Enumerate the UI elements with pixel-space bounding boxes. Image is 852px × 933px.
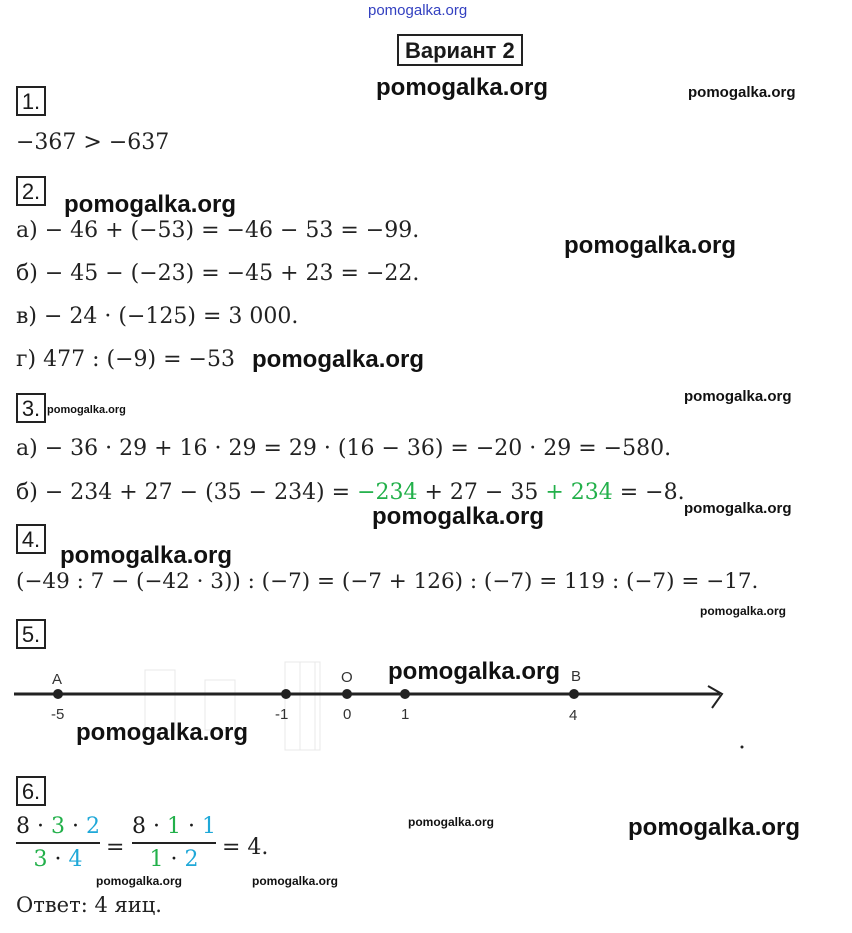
label-a-value: -5 (51, 706, 65, 723)
label-1-value: 1 (401, 706, 410, 723)
den-1: 1 (149, 847, 164, 872)
task-3-a: а) − 36 · 29 + 16 · 29 = 29 · (16 − 36) = −20 · 29 = −580. (16, 436, 672, 461)
watermark: pomogalka.org (252, 346, 425, 373)
watermark: pomogalka.org (47, 404, 126, 416)
watermark: pomogalka.org (76, 719, 249, 746)
task-2-a: а) − 46 + (−53) = −46 − 53 = −99. (16, 218, 420, 243)
answer: Ответ: 4 яиц. (16, 893, 162, 917)
point-o (342, 689, 352, 699)
fraction-1 (16, 814, 100, 872)
watermark: pomogalka.org (64, 191, 237, 218)
axis-arrow (708, 686, 722, 708)
den-2: 2 (184, 847, 199, 872)
watermark: pomogalka.org (408, 815, 495, 829)
task-4-number: 4. (16, 524, 46, 554)
fraction-1-denominator: 3 · 4 (33, 847, 83, 872)
num-3: 3 (51, 814, 65, 839)
watermark: pomogalka.org (700, 604, 787, 618)
task-1-line: −367 > −637 (16, 130, 170, 155)
watermark: pomogalka.org (684, 388, 792, 405)
watermark: pomogalka.org (388, 658, 561, 685)
point-b (569, 689, 579, 699)
task-3-b-part2: + 27 − 35 (417, 480, 546, 505)
task-2-v: в) − 24 · (−125) = 3 000. (16, 304, 299, 329)
label-b-letter: B (571, 668, 582, 685)
fraction-1-numerator: 8 · 3 · 2 (16, 814, 100, 839)
watermark: pomogalka.org (564, 232, 737, 259)
num-2: 2 (85, 814, 100, 839)
watermark: pomogalka.org (376, 74, 549, 101)
equals-sign: = (106, 835, 125, 860)
page-title: Вариант 2 (397, 34, 523, 66)
task-3-b (16, 480, 685, 505)
task-2-g: г) 477 : (−9) = −53 (16, 347, 235, 372)
fraction-1-bar (16, 842, 100, 844)
result: = 4. (222, 835, 269, 860)
task-3-b-part3: = −8. (612, 480, 685, 505)
watermark: pomogalka.org (96, 874, 183, 888)
watermark: pomogalka.org (684, 500, 792, 517)
task-2-number: 2. (16, 176, 46, 206)
task-2-b: б) − 45 − (−23) = −45 + 23 = −22. (16, 261, 420, 286)
task-3-b-green2: + 234 (545, 480, 613, 505)
num-8: 8 (16, 814, 31, 839)
fraction-2-denominator: 1 · 2 (149, 847, 199, 872)
point-minus-1 (281, 689, 291, 699)
label-o-value: 0 (343, 706, 352, 723)
task-1-number: 1. (16, 86, 46, 116)
task-3-b-part1: б) − 234 + 27 − (35 − 234) = (16, 480, 358, 505)
task-4-line: (−49 : 7 − (−42 · 3)) : (−7) = (−7 + 126) : (−7) = 119 : (−7) = −17. (16, 569, 759, 594)
den-4: 4 (68, 847, 83, 872)
watermark: pomogalka.org (372, 503, 545, 530)
point-1 (400, 689, 410, 699)
watermark: pomogalka.org (688, 84, 796, 101)
label-minus-1-value: -1 (275, 706, 289, 723)
num-1: 1 (167, 814, 181, 839)
stray-dot (741, 746, 744, 749)
fraction-2-bar (132, 842, 216, 844)
num-8: 8 (132, 814, 147, 839)
task-3-b-green1: −234 (357, 480, 418, 505)
watermark: pomogalka.org (628, 814, 801, 841)
den-3: 3 (33, 847, 48, 872)
fraction-2 (132, 814, 216, 872)
fraction-2-numerator: 8 · 1 · 1 (132, 814, 216, 839)
label-b-value: 4 (569, 707, 578, 724)
task-6-number: 6. (16, 776, 46, 806)
watermark-top: pomogalka.org (368, 2, 468, 19)
point-a (53, 689, 63, 699)
num-1: 1 (201, 814, 216, 839)
task-3-number: 3. (16, 393, 46, 423)
task-5-number: 5. (16, 619, 46, 649)
label-a-letter: A (52, 671, 63, 688)
watermark: pomogalka.org (60, 542, 233, 569)
label-o-letter: O (341, 669, 353, 686)
watermark: pomogalka.org (252, 874, 339, 888)
